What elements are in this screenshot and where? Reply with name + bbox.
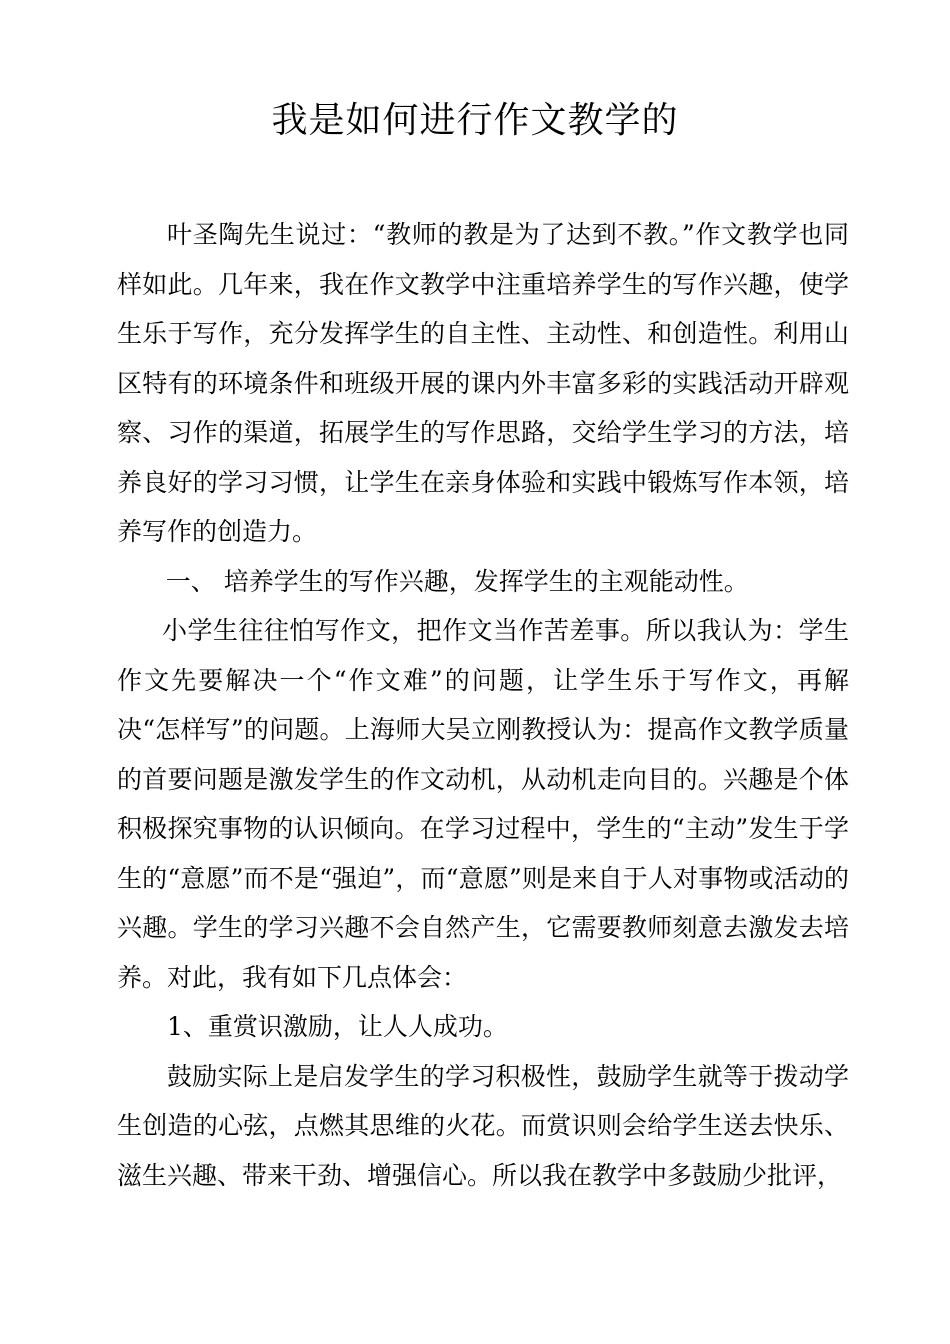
- document-title: 我是如何进行作文教学的: [271, 100, 679, 141]
- paragraph-intro: 叶圣陶先生说过：“教师的教是为了达到不教。”作文教学也同样如此。几年来，我在作文教学中注重培养学生的写作兴趣，使学生乐于写作，充分发挥学生的自主性、主动性、和创造性。利用山区特有的环境条件和班级开展的课内外丰富多彩的实践活动开辟观察、习作的渠道，拓展学生的写作思路，交给学生学习的方法，培养良好的学习习惯，让学生在亲身体验和实践中锻炼写作本领，培养写作的创造力。: [117, 220, 849, 546]
- paragraph-subsection-1: 鼓励实际上是启发学生的学习积极性，鼓励学生就等于拨动学生创造的心弦，点燃其思维的火花。而赏识则会给学生送去快乐、滋生兴趣、带来干劲、增强信心。所以我在教学中多鼓励少批评，: [117, 1061, 849, 1190]
- paragraph-section-1: 小学生往往怕写作文，把作文当作苦差事。所以我认为：学生作文先要解决一个“作文难”的问题，让学生乐于写作文，再解决“怎样写”的问题。上海师大吴立刚教授认为：提高作文教学质量的首要问题是激发学生的作文动机，从动机走向目的。兴趣是个体积极探究事物的认识倾向。在学习过程中，学生的“主动”发生于学生的“意愿”而不是“强迫”，而“意愿”则是来自于人对事物或活动的兴趣。学生的学习兴趣不会自然产生，它需要教师刻意去激发去培养。对此，我有如下几点体会：: [117, 616, 849, 992]
- section-heading-1: 一、 培养学生的写作兴趣，发挥学生的主观能动性。: [165, 566, 749, 596]
- subsection-heading-1: 1、重赏识激励，让人人成功。: [167, 1012, 508, 1041]
- document-body: [117, 210, 849, 1200]
